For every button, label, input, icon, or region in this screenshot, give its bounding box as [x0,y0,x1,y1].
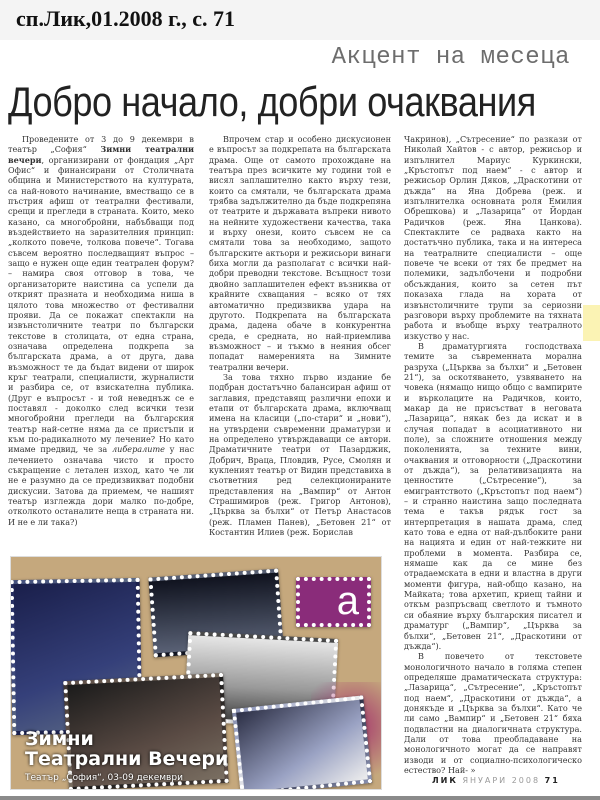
citation-header: сп.Лик,01.2008 г., с. 71 [0,0,600,40]
page-folio [432,776,560,785]
text-span: у нас лечението означава чисто и просто съкращение с летален изход, като че ли не е разумно да се предизвикват подобни дискусии. Затова да приемем, че нашият театър изглежда дори малко по-добре, отколкото останалите неща в страната ни. И не е ли така?) [8,444,194,527]
photo-stamp [232,695,372,790]
text-span: , организирани от фондация „Арт Офис“ и финансирани от Столичната община и Министерството на културата, са най-новото начинание, вместващо се в пъстрия афиш от театрални фестивали, срещи и прегледи в страната. Които, меко казано, са многобройни, набъбващи под въздействието на заразителния принцип: „колкото повече, толкова повече“. Тогава съвсем вероятно последващият въпрос – защо е нужен още един театрален форум? – намира своя отговор в това, че организаторите наистина са успели да открият празната и необходима ниша в цялото това множество от фестивални прояви. Да се покажат спектакли на извънстоличните театри по български текстове в столицата, от една страна, означава определена подкрепа за българската драма, а от друга, дава възможност те да бъдат видени от широк кръг театрали, специалисти, журналисти и разбира се, от взискателна публика. (Друг е въпросът - и той неведнъж се е поставял - доколко след всички тези многобройни прегледи на българския театър най-сетне няма да се пристъпи и към по-радикалното му лечение? Но като имаме предвид, че за [8,154,194,455]
poster-title-line: Зимни [25,728,94,750]
poster-title [25,729,228,769]
magazine-name: ЛИК [432,776,458,785]
issue-date: ЯНУАРИ 2008 [462,776,541,785]
paragraph [8,134,194,527]
paragraph: За това тяхно първо издание бе подбран достатъчно балансиран афиш от заглавия, представящ различни епохи и етапи от българската драма, включващ имена на класици („по-стари“ и „нови“), на утвърдени съвременни драматурзи и на определено утвърждаващи се автори. Драматичните театри от Пазарджик, Добрич, Враца, Пловдив, Русе, Смолян и кукленият театър от Видин представиха в съответния ред селекционираните представления на „Вампир“ от Антон Страшимиров (реж. Григор Антонов), „Църква за бълхи“ от Петър Анастасов (реж. Пламен Панев), „Бетовен 21“ от Костантин Илиев (реж. Борислав [209,371,391,538]
paragraph: Впрочем стар и особено дискусионен е въпросът за подкрепата на българската драма. Още от самото прохождане на театъра през всичките му години той е висял заплашително както върху тези, които са смятали, че българската драма трябва задължително да бъде подкрепяна от театрите и държавата въпреки нивото на нейните художествени качества, така и върху онези, които съвсем не са смятали това за необходимо, защото българските актьори и режисьори винаги биха могли да разполагат с всички най-добри преводни текстове. Всъщност този двойно заплашителен ефект възниква от крайните схващания – всяко от тях автоматично предизвиква удара на другото. Подкрепата на българската драма, дадена обаче в конкурентна среда, е средната, но най-приемлива възможност – и тъкмо в неяния обсег попадат намеренията на Зимните театрални вечери. [209,134,391,372]
poster-caption: Театър „София“, 03-09 декември [25,773,183,783]
paragraph: В повечето от текстовете монологичното начало в голяма степен определяше драматическата структура: „Лазарица“, „Сътресение“, „Кръстопът под наем“, „Драскотини от дъжда“, а донякъде и „Църква за бълхи“. Като че ли само „Вампир“ и „Бетовен 21“ бяха подвластни на диалогичната структура. Дали от това преобладаване на монологичното могат да се направят изводи и от социално-психологическо естество? Най- » [404,651,582,775]
logo-stamp [296,577,371,627]
italic-term: либералите [111,444,165,455]
poster-title-line: Театрални Вечери [25,748,229,770]
text-span: Проведените от 3 до 9 декември в театър „София“ [8,134,194,155]
art-office-logo-icon: a [336,579,359,623]
event-name-bold: Зимни театрални вечери [8,144,194,165]
scan-edge [0,796,600,800]
event-poster-photo [10,556,382,790]
paragraph: Чакринов), „Сътресение“ по разкази от Николай Хайтов - с автор, режисьор и изпълнител Мариус Куркински, „Кръстопът под наем“ - с автор и режисьор Орлин Дяков, „Драскотини от дъжда“ на Яна Добрева (реж. и изпълнителка основната роля Емилия Обрешкова) и „Лазарица“ от Йордан Радичков (реж. Яна Цанкова). Спектаклите се радваха както на достатъчно публика, така и на интереса на театралните специалисти – още повече че всеки от тях бе предмет на полемики, задълбочени и подробни обсъждания, които за сетен път показаха глада на хората от извънстоличните трупи за сериозни разговори върху проблемите на тяхната работа и въобще върху театралното изкуство у нас. [404,134,582,341]
paragraph: В драматургията господстваха темите за съвременната морална разруха („Църква за бълхи“ и „Бетовен 21“), за оскотяването, узвяването на човека (нямащо нищо общо с вампирите и върколаците на Радичков, които, макар да не присъстват в неговата „Лазарица“, някак без да искат и в случая попадат в асоциативното ни поле), за сложните отношения между поколенията, за техните вини, очаквания и отговорности („Драскотини от дъжда“), за релативизацията на ценностите („Сътресение“), за емигрантството („Кръстопът под наем“) – и странно наистина защо последната тема е такъв рядък гост за интерпретация в нашата драма, след като това е една от най-дълбоките рани на нацията и един от най-тежките ни проблеми в момента. Разбира се, нямаше как да се мине без отрадаемската в едни и властна в други моменти фигура, най-общо казано, на Майката; това архетип, криещ тайни и откъм разпръсващ светлото и тъмното си обаяние върху българския писател и драматург („Вампир“, „Църква за бълхи“, „Бетовен 21“, „Драскотини от дъжда“). [404,340,582,651]
highlighter-mark [583,305,600,341]
article-column-1 [8,134,194,527]
article-column-2 [209,134,391,537]
article-column-3 [404,134,582,775]
page-number: 71 [544,776,560,785]
section-kicker: Акцент на месеца [331,44,570,71]
article-headline: Добро начало, добри очаквания [8,78,536,125]
